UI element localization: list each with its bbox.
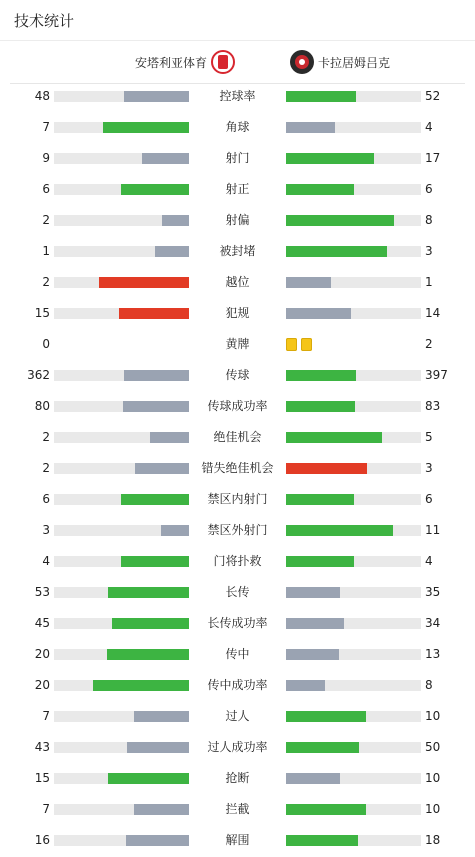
home-stat-bar (54, 246, 189, 257)
stat-row (0, 733, 475, 764)
stat-label: 射正 (225, 182, 250, 196)
away-stat-bar (286, 773, 421, 784)
home-stat-value: 7 (42, 709, 50, 723)
home-stat-value: 9 (42, 151, 50, 165)
stat-row (0, 206, 475, 237)
home-stat-bar-fill (123, 401, 189, 412)
stat-row (0, 423, 475, 454)
stat-label: 传中成功率 (207, 678, 268, 692)
stat-row (0, 578, 475, 609)
away-stat-bar-fill (286, 711, 366, 722)
home-stat-bar-fill (135, 463, 189, 474)
antalyaspor-logo-icon (211, 50, 235, 74)
stat-label: 长传成功率 (207, 616, 268, 630)
away-stat-bar (286, 835, 421, 846)
stat-label: 长传 (225, 585, 250, 599)
home-stat-value: 45 (34, 616, 50, 630)
home-stat-bar (54, 680, 189, 691)
yellow-card-icon (301, 338, 312, 351)
away-stat-value: 18 (425, 833, 441, 847)
away-stat-bar-fill (286, 184, 354, 195)
away-stat-bar-fill (286, 215, 394, 226)
away-stat-value: 6 (425, 182, 433, 196)
away-stat-bar (286, 215, 421, 226)
home-stat-value: 0 (42, 337, 50, 351)
away-stat-value: 3 (425, 461, 433, 475)
stat-row (0, 392, 475, 423)
stat-label: 传球成功率 (207, 399, 268, 413)
away-stat-bar-fill (286, 432, 382, 443)
away-stat-bar-fill (286, 835, 358, 846)
away-stat-bar (286, 587, 421, 598)
stat-label: 角球 (225, 120, 250, 134)
home-stat-bar-fill (93, 680, 189, 691)
away-stat-bar (286, 401, 421, 412)
home-stat-bar (54, 401, 189, 412)
away-stat-bar (286, 525, 421, 536)
stat-label: 黄牌 (225, 337, 250, 351)
away-stat-bar (286, 556, 421, 567)
away-stat-bar-fill (286, 370, 356, 381)
home-stat-bar (54, 835, 189, 846)
stat-label: 禁区外射门 (207, 523, 268, 537)
away-stat-value: 17 (425, 151, 441, 165)
away-stat-value: 4 (425, 554, 433, 568)
home-stat-bar (54, 494, 189, 505)
stat-label: 解围 (225, 833, 250, 847)
home-stat-bar-fill (161, 525, 189, 536)
away-stat-value: 11 (425, 523, 441, 537)
away-stat-bar-fill (286, 246, 387, 257)
away-stat-value: 35 (425, 585, 441, 599)
away-stat-value: 2 (425, 337, 433, 351)
away-stat-bar (286, 463, 421, 474)
away-stat-bar (286, 246, 421, 257)
away-stat-value: 10 (425, 802, 441, 816)
page-title: 技术统计 (14, 12, 75, 30)
home-stat-bar-fill (150, 432, 189, 443)
home-stat-bar-fill (99, 277, 189, 288)
home-stat-value: 2 (42, 213, 50, 227)
teams-bar (10, 41, 465, 84)
home-stat-bar-fill (127, 742, 189, 753)
home-stat-bar (54, 587, 189, 598)
stat-label: 越位 (225, 275, 250, 289)
stat-label: 过人 (225, 709, 250, 723)
stat-label: 禁区内射门 (207, 492, 268, 506)
away-stat-value: 6 (425, 492, 433, 506)
home-stat-bar (54, 742, 189, 753)
away-stat-value: 10 (425, 709, 441, 723)
home-stat-value: 6 (42, 492, 50, 506)
away-stat-bar-fill (286, 401, 355, 412)
home-stat-bar (54, 618, 189, 629)
away-stat-bar-fill (286, 153, 374, 164)
stat-row (0, 609, 475, 640)
stat-row (0, 330, 475, 361)
home-stat-value: 2 (42, 461, 50, 475)
home-stat-value: 362 (27, 368, 50, 382)
stat-row (0, 826, 475, 857)
away-stat-bar-fill (286, 494, 354, 505)
away-stat-bar (286, 91, 421, 102)
away-stat-bar (286, 153, 421, 164)
away-stat-bar-fill (286, 91, 356, 102)
home-stat-bar-fill (126, 835, 189, 846)
away-stat-bar (286, 370, 421, 381)
away-stat-value: 14 (425, 306, 441, 320)
stat-row (0, 795, 475, 826)
away-stat-bar-fill (286, 649, 339, 660)
stat-row (0, 361, 475, 392)
yellow-card-icon (286, 338, 297, 351)
home-stat-bar (54, 463, 189, 474)
away-stat-value: 10 (425, 771, 441, 785)
stat-row (0, 175, 475, 206)
home-stat-bar (54, 184, 189, 195)
stat-row (0, 237, 475, 268)
away-stat-value: 5 (425, 430, 433, 444)
home-stat-bar (54, 277, 189, 288)
away-stat-bar-fill (286, 556, 354, 567)
stat-label: 拦截 (225, 802, 250, 816)
home-stat-value: 2 (42, 430, 50, 444)
home-stat-value: 15 (34, 306, 50, 320)
stat-label: 绝佳机会 (213, 430, 262, 444)
home-stat-bar-fill (121, 556, 189, 567)
away-stat-value: 50 (425, 740, 441, 754)
away-team (290, 50, 390, 74)
away-stat-bar (286, 277, 421, 288)
stat-label: 传中 (225, 647, 250, 661)
header (0, 0, 475, 41)
away-stat-value: 8 (425, 213, 433, 227)
home-stat-bar-fill (108, 587, 189, 598)
away-stat-value: 3 (425, 244, 433, 258)
stat-row (0, 113, 475, 144)
stat-label: 过人成功率 (207, 740, 268, 754)
stat-row (0, 640, 475, 671)
away-stat-bar-fill (286, 618, 344, 629)
home-stat-value: 20 (34, 678, 50, 692)
home-stat-bar (54, 649, 189, 660)
away-stat-bar-fill (286, 587, 340, 598)
away-stat-bar-fill (286, 804, 366, 815)
away-stat-bar-fill (286, 308, 351, 319)
away-stat-bar (286, 680, 421, 691)
stat-label: 射门 (225, 151, 250, 165)
stat-row (0, 485, 475, 516)
home-stat-bar-fill (134, 711, 189, 722)
home-stat-value: 43 (34, 740, 50, 754)
home-stat-value: 15 (34, 771, 50, 785)
away-stat-bar (286, 122, 421, 133)
away-stat-bar (286, 432, 421, 443)
away-stat-bar (286, 711, 421, 722)
home-stat-bar-fill (142, 153, 189, 164)
home-stat-bar-fill (162, 215, 189, 226)
home-team-name: 安塔利亚体育 (134, 55, 207, 70)
away-stat-value: 34 (425, 616, 441, 630)
away-stat-bar-fill (286, 122, 335, 133)
stat-label: 门将扑救 (213, 554, 262, 568)
stats-list (0, 82, 475, 857)
home-stat-value: 3 (42, 523, 50, 537)
home-stat-bar (54, 122, 189, 133)
stat-label: 射偏 (225, 213, 250, 227)
stat-row (0, 764, 475, 795)
home-stat-value: 6 (42, 182, 50, 196)
home-stat-bar-fill (124, 91, 189, 102)
away-stat-value: 52 (425, 89, 441, 103)
home-stat-value: 16 (34, 833, 50, 847)
home-stat-value: 4 (42, 554, 50, 568)
away-stat-value: 8 (425, 678, 433, 692)
home-stat-value: 53 (34, 585, 50, 599)
home-stat-bar-fill (112, 618, 189, 629)
karagumruk-logo-icon (290, 50, 314, 74)
home-stat-value: 20 (34, 647, 50, 661)
away-stat-bar-fill (286, 525, 393, 536)
home-stat-bar (54, 91, 189, 102)
home-stat-bar (54, 370, 189, 381)
away-stat-value: 4 (425, 120, 433, 134)
away-stat-bar (286, 804, 421, 815)
stat-label: 被封堵 (219, 244, 256, 258)
home-stat-bar (54, 153, 189, 164)
away-stat-bar-fill (286, 463, 367, 474)
home-stat-value: 7 (42, 802, 50, 816)
away-stat-bar (286, 742, 421, 753)
home-stat-bar (54, 773, 189, 784)
stat-row (0, 268, 475, 299)
away-stat-value: 13 (425, 647, 441, 661)
home-stat-bar-fill (121, 494, 189, 505)
home-stat-value: 48 (34, 89, 50, 103)
stat-row (0, 516, 475, 547)
stat-label: 错失绝佳机会 (201, 461, 274, 475)
home-stat-bar (54, 432, 189, 443)
home-stat-bar-fill (124, 370, 189, 381)
home-stat-bar (54, 556, 189, 567)
home-stat-bar (54, 525, 189, 536)
stat-row (0, 454, 475, 485)
stat-row (0, 299, 475, 330)
home-stat-bar (54, 711, 189, 722)
stat-label: 传球 (225, 368, 250, 382)
away-stat-bar (286, 308, 421, 319)
away-stat-bar-fill (286, 773, 340, 784)
home-stat-value: 2 (42, 275, 50, 289)
away-stat-bar-fill (286, 742, 359, 753)
home-stat-bar (54, 804, 189, 815)
stat-row (0, 671, 475, 702)
home-stat-bar-fill (108, 773, 189, 784)
away-stat-bar (286, 184, 421, 195)
away-stat-bar-fill (286, 680, 325, 691)
stat-row (0, 82, 475, 113)
away-stat-value: 83 (425, 399, 441, 413)
home-stat-value: 1 (42, 244, 50, 258)
away-stat-bar-fill (286, 277, 331, 288)
home-stat-bar (54, 215, 189, 226)
away-stat-value: 1 (425, 275, 433, 289)
home-stat-bar-fill (103, 122, 189, 133)
stat-row (0, 547, 475, 578)
home-stat-bar (54, 308, 189, 319)
stat-label: 抢断 (225, 771, 250, 785)
home-stat-value: 7 (42, 120, 50, 134)
home-team (135, 50, 235, 74)
away-stat-bar (286, 649, 421, 660)
away-stat-value: 397 (425, 368, 448, 382)
stat-label: 控球率 (219, 89, 256, 103)
stat-row (0, 144, 475, 175)
home-stat-bar-fill (121, 184, 189, 195)
away-stat-bar (286, 618, 421, 629)
home-stat-bar-fill (119, 308, 189, 319)
home-stat-bar-fill (155, 246, 189, 257)
away-team-name: 卡拉居姆吕克 (318, 55, 391, 70)
home-stat-bar-fill (134, 804, 189, 815)
stat-label: 犯规 (225, 306, 250, 320)
away-stat-bar (286, 494, 421, 505)
stat-row (0, 702, 475, 733)
home-stat-bar-fill (107, 649, 189, 660)
home-stat-value: 80 (34, 399, 50, 413)
